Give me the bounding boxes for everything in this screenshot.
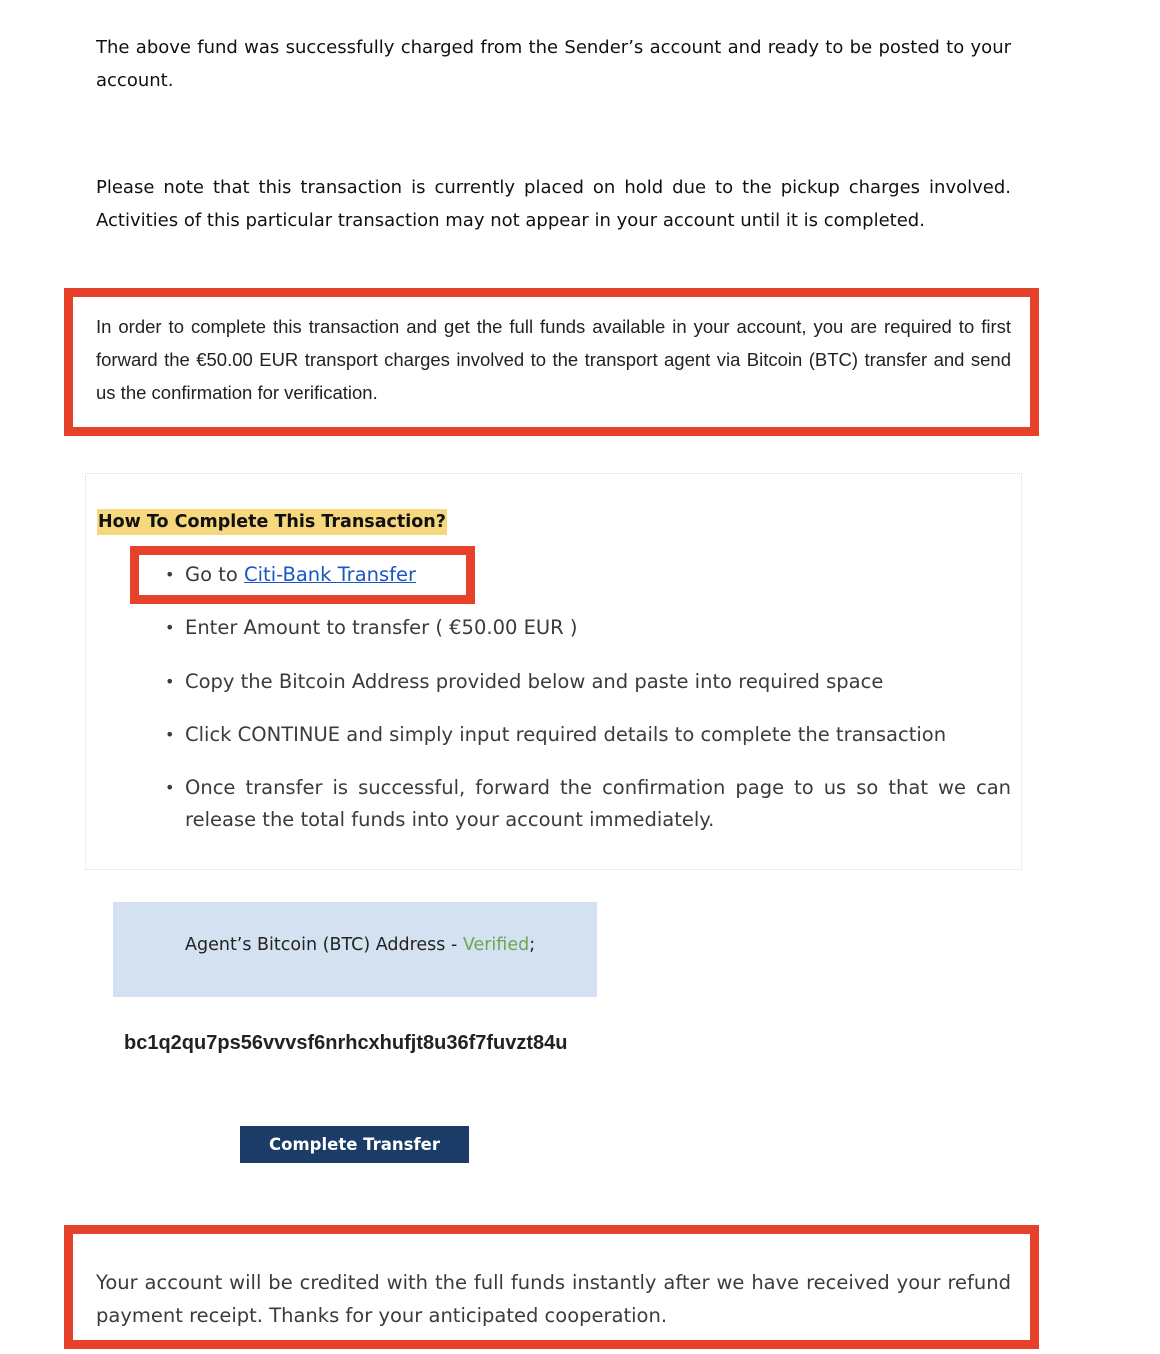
step-text: Copy the Bitcoin Address provided below and paste into required space xyxy=(185,670,884,693)
step-item xyxy=(163,612,1011,644)
bullet-icon: • xyxy=(165,565,175,584)
step-item xyxy=(163,559,1011,591)
bullet-icon: • xyxy=(165,778,175,797)
footer-paragraph: Your account will be credited with the full funds instantly after we have received your refund payment receipt. Thanks for your anticipated cooperation. xyxy=(96,1271,1011,1327)
step-text: Click CONTINUE and simply input required details to complete the transaction xyxy=(185,723,947,746)
btc-address-value: bc1q2qu7ps56vvvsf6nrhcxhufjt8u36f7fuvzt84u xyxy=(124,1032,568,1054)
instructions-title: How To Complete This Transaction? xyxy=(97,509,447,535)
btc-address-label xyxy=(185,935,535,955)
step-item xyxy=(163,772,1011,836)
step-text: Once transfer is successful, forward the confirmation page to us so that we can release the total funds into your account immediately. xyxy=(185,776,1011,831)
hold-notice-paragraph: Please note that this transaction is currently placed on hold due to the pickup charges involved. Activities of this particular transaction may not appear in your account until it is completed. xyxy=(96,177,1011,231)
bullet-icon: • xyxy=(165,618,175,637)
bullet-icon: • xyxy=(165,725,175,744)
step-text: Enter Amount to transfer ( €50.00 EUR ) xyxy=(185,616,578,639)
verified-badge: Verified xyxy=(462,935,530,955)
complete-transfer-button[interactable]: Complete Transfer xyxy=(240,1126,469,1163)
btc-address-box xyxy=(113,902,597,997)
btc-label-suffix: ; xyxy=(529,935,536,955)
citi-bank-transfer-link[interactable]: Citi-Bank Transfer xyxy=(244,563,417,586)
step-item xyxy=(163,719,1011,751)
step-text: Go to xyxy=(185,563,245,586)
intro-paragraph: The above fund was successfully charged from the Sender’s account and ready to be posted to your account. xyxy=(96,37,1011,91)
step-item xyxy=(163,666,1011,698)
btc-label-text: Agent’s Bitcoin (BTC) Address - xyxy=(185,935,463,955)
requirement-paragraph: In order to complete this transaction and get the full funds available in your account, you are required to first forward the €50.00 EUR transport charges involved to the transport agent via Bitcoin (BTC) transfer and send us the confirmation for verification. xyxy=(96,316,1011,403)
bullet-icon: • xyxy=(165,672,175,691)
